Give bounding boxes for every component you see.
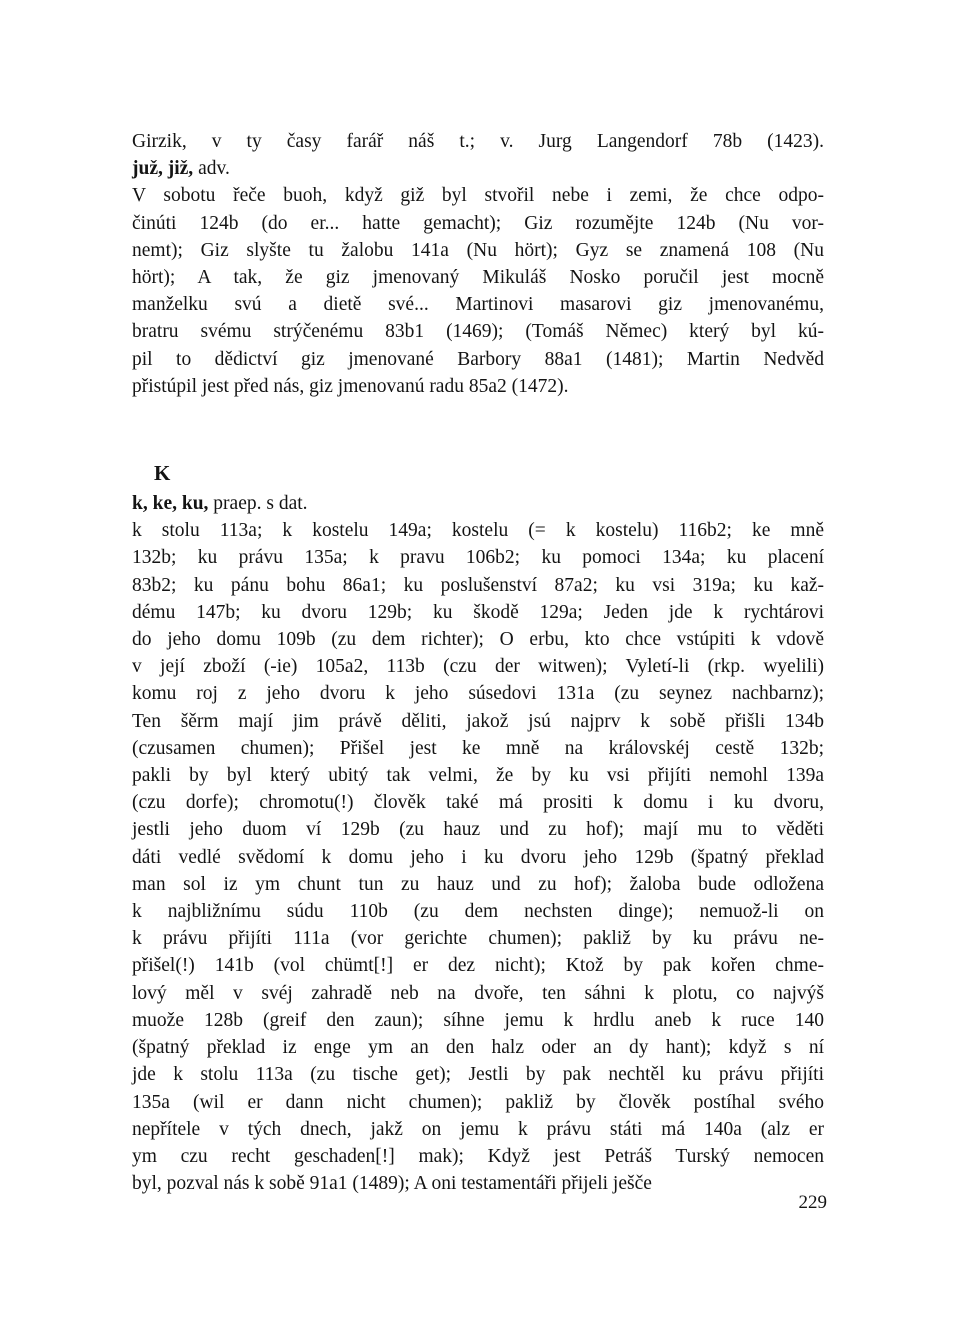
text-line: manželku svú a dietě své... Martinovi masarovi giz jmenovanému, <box>132 294 824 316</box>
text-line: jde k stolu 113a (zu tische get); Jestli by pak nechtěl ku právu přijíti <box>132 1064 824 1086</box>
text-line: (czusamen chumen); Přišel jest ke mně na královskéj cestě 132b; <box>132 737 824 759</box>
text-line: jestli jeho duom ví 129b (zu hauz und zu hof); mají mu to věděti <box>132 819 824 841</box>
headword: k, ke, ku, <box>132 493 209 515</box>
entry-body <box>132 517 824 1197</box>
page-number: 229 <box>798 1192 827 1213</box>
section-letter: K <box>154 461 171 486</box>
text-line: hört); A tak, že giz jmenovaný Mikuláš Nosko poručil jest mocně <box>132 267 824 289</box>
text-line: činúti 124b (do er... hatte gemacht); Giz rozumějte 124b (Nu vor- <box>132 212 824 234</box>
entry-header <box>132 155 824 182</box>
text-line: k najbližnímu súdu 110b (zu dem nechsten dinge); nemuož-li on <box>132 901 824 923</box>
text-line: komu roj z jeho dvoru k jeho súsedovi 131a (zu seynez nachbarnz); <box>132 683 824 705</box>
dictionary-page <box>132 128 824 1197</box>
text-line: k právu přijíti 111a (vor gerichte chumen); pakliž by ku právu ne- <box>132 928 824 950</box>
continued-entry <box>132 128 824 155</box>
entry-juz <box>132 155 824 400</box>
text-line: nepřítele v tých dnech, jakž on jemu k právu státi má 140a (alz er <box>132 1118 824 1140</box>
text-line: man sol iz ym chunt tun zu hauz und zu hof); žaloba bude odložena <box>132 873 824 895</box>
text-line: bratru svému strýčenému 83b1 (1469); (Tomáš Němec) který byl kú- <box>132 321 824 343</box>
text-line: dému 147b; ku dvoru 129b; ku škodě 129a; Jeden jde k rychtárovi <box>132 601 824 623</box>
text-line: muože 128b (greif den zaun); síhne jemu k hrdlu aneb k ruce 140 <box>132 1009 824 1031</box>
text-line: pakli by byl který ubitý tak velmi, že by ku vsi přijíti nemohl 139a <box>132 765 824 787</box>
text-line: (špatný překlad iz enge ym an den halz oder an dy hant); když s ní <box>132 1037 824 1059</box>
text-line: pil to dědictví giz jmenované Barbory 88a1 (1481); Martin Nedvěd <box>132 348 824 370</box>
text-line: byl, pozval nás k sobě 91a1 (1489); A oni testamentáři přijeli ješče <box>132 1173 652 1195</box>
text-line: lový měl v svéj zahradě neb na dvoře, ten sáhni k plotu, co najvýš <box>132 982 824 1004</box>
entry-header <box>132 490 824 517</box>
text-line: Ten šěrm mají jim právě děliti, jakož jsú najprv k sobě přišli 134b <box>132 710 824 732</box>
text-line: Girzik, v ty časy farář náš t.; v. Jurg Langendorf 78b (1423). <box>132 131 824 152</box>
text-line: nemt); Giz slyšte tu žalobu 141a (Nu hört); Gyz se znamená 108 (Nu <box>132 239 824 261</box>
text-line: ym czu recht geschaden[!] mak); Když jest Petráš Turský nemocen <box>132 1145 824 1167</box>
entry-k <box>132 490 824 1197</box>
text-line: přistúpil jest před nás, giz jmenovanú radu 85a2 (1472). <box>132 375 569 397</box>
text-line: do jeho domu 109b (zu dem richter); O erbu, kto chce vstúpiti k vdově <box>132 629 824 651</box>
text-line: v její zboží (-ie) 105a2, 113b (czu der witwen); Vyletí-li (rkp. wyelili) <box>132 656 824 678</box>
text-line: dáti vedlé svědomí k domu jeho i ku dvoru jeho 129b (špatný překlad <box>132 846 824 868</box>
text-line: 132b; ku právu 135a; k pravu 106b2; ku pomoci 134a; ku placení <box>132 547 824 569</box>
text-line: V sobotu řeče buoh, když giž byl stvořil nebe i zemi, že chce odpo- <box>132 185 824 207</box>
entry-body <box>132 182 824 400</box>
headword: juž, již, <box>132 158 194 180</box>
text-line: 135a (wil er dann nicht chumen); pakliž by člověk postíhal svého <box>132 1091 824 1113</box>
text-line: (czu dorfe); chromotu(!) člověk také má prositi k domu i ku dvoru, <box>132 792 824 814</box>
part-of-speech: praep. s dat. <box>208 493 308 515</box>
part-of-speech: adv. <box>193 158 230 180</box>
text-line: přišel(!) 141b (vol chümt[!] er dez nicht); Ktož by pak kořen chme- <box>132 955 824 977</box>
text-line: k stolu 113a; k kostelu 149a; kostelu (= k kostelu) 116b2; ke mně <box>132 520 824 542</box>
text-line: 83b2; ku pánu bohu 86a1; ku poslušenství 87a2; ku vsi 319a; ku kaž- <box>132 574 824 596</box>
